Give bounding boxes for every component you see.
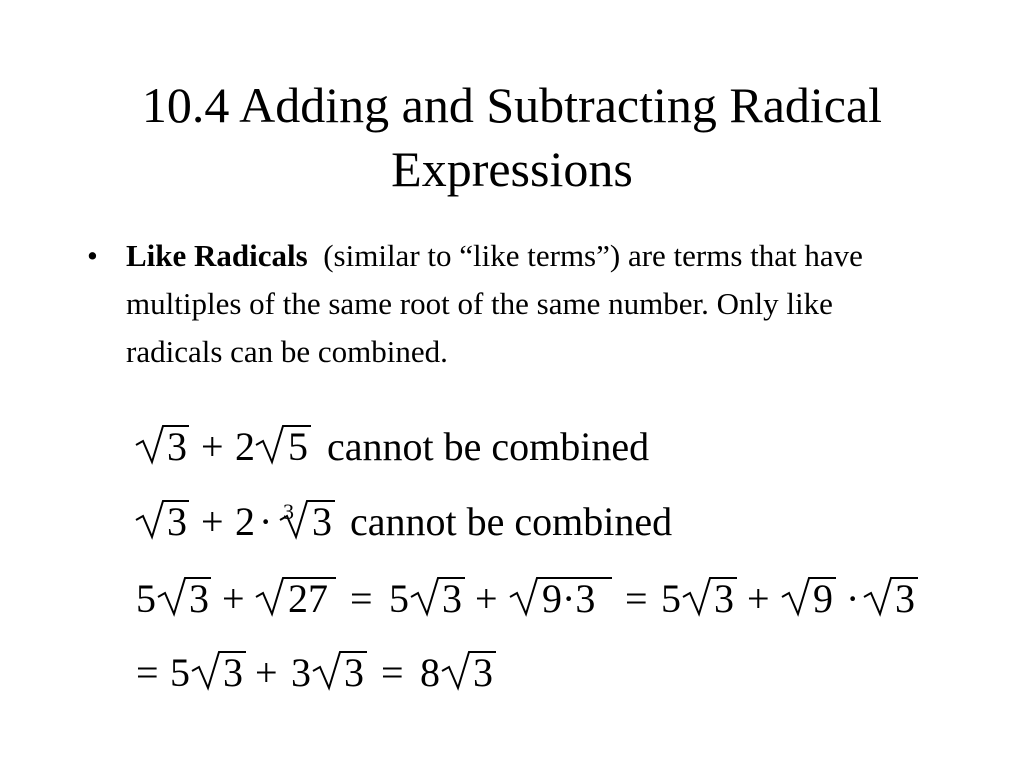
radicand: 3 — [442, 576, 462, 621]
example-line-3 — [136, 576, 918, 621]
plus-sign: + — [747, 576, 770, 621]
coefficient: 5 — [170, 650, 190, 695]
radicand: 3 — [714, 576, 734, 621]
bullet-definition: (similar to “like terms”) are terms that have multiples of the same root of the same number. Only like radicals can be combined. — [126, 238, 863, 369]
title-line-2: Expressions — [391, 141, 633, 197]
root-index: 3 — [283, 499, 294, 524]
coefficient: 8 — [420, 650, 440, 695]
plus-sign: + — [201, 424, 224, 469]
radicand: 5 — [288, 424, 308, 469]
bullet-term: Like Radicals — [126, 238, 308, 273]
plus-sign: + — [255, 650, 278, 695]
coefficient: 3 — [291, 650, 311, 695]
equals-sign: = — [350, 576, 373, 621]
example-line-1 — [136, 424, 649, 469]
multiply-dot: · — [259, 499, 273, 544]
bullet-symbol: • — [87, 238, 98, 273]
coefficient: 2 — [235, 424, 255, 469]
radicand: 3 — [473, 650, 493, 695]
plus-sign: + — [222, 576, 245, 621]
radicand: 3 — [344, 650, 364, 695]
plus-sign: + — [201, 499, 224, 544]
radicand: 3 — [167, 499, 187, 544]
radicand: 27 — [288, 576, 328, 621]
radicand: 3 — [312, 499, 332, 544]
radicand: 3 — [895, 576, 915, 621]
radicand: 3 — [167, 424, 187, 469]
coefficient: 5 — [136, 576, 156, 621]
equals-sign: = — [625, 576, 648, 621]
radicand: 9 — [813, 576, 833, 621]
note-text: cannot be combined — [350, 499, 673, 544]
plus-sign: + — [475, 576, 498, 621]
coefficient: 5 — [661, 576, 681, 621]
radicand: 3 — [223, 650, 243, 695]
radicand: 9·3 — [542, 576, 596, 621]
coefficient: 5 — [389, 576, 409, 621]
multiply-dot: · — [846, 576, 860, 621]
equals-sign: = — [381, 650, 404, 695]
equals-sign: = — [136, 650, 159, 695]
example-line-2 — [136, 499, 672, 544]
note-text: cannot be combined — [327, 424, 650, 469]
title-line-1: 10.4 Adding and Subtracting Radical — [141, 77, 883, 133]
radicand: 3 — [189, 576, 209, 621]
example-line-4 — [136, 650, 496, 695]
coefficient: 2 — [235, 499, 255, 544]
